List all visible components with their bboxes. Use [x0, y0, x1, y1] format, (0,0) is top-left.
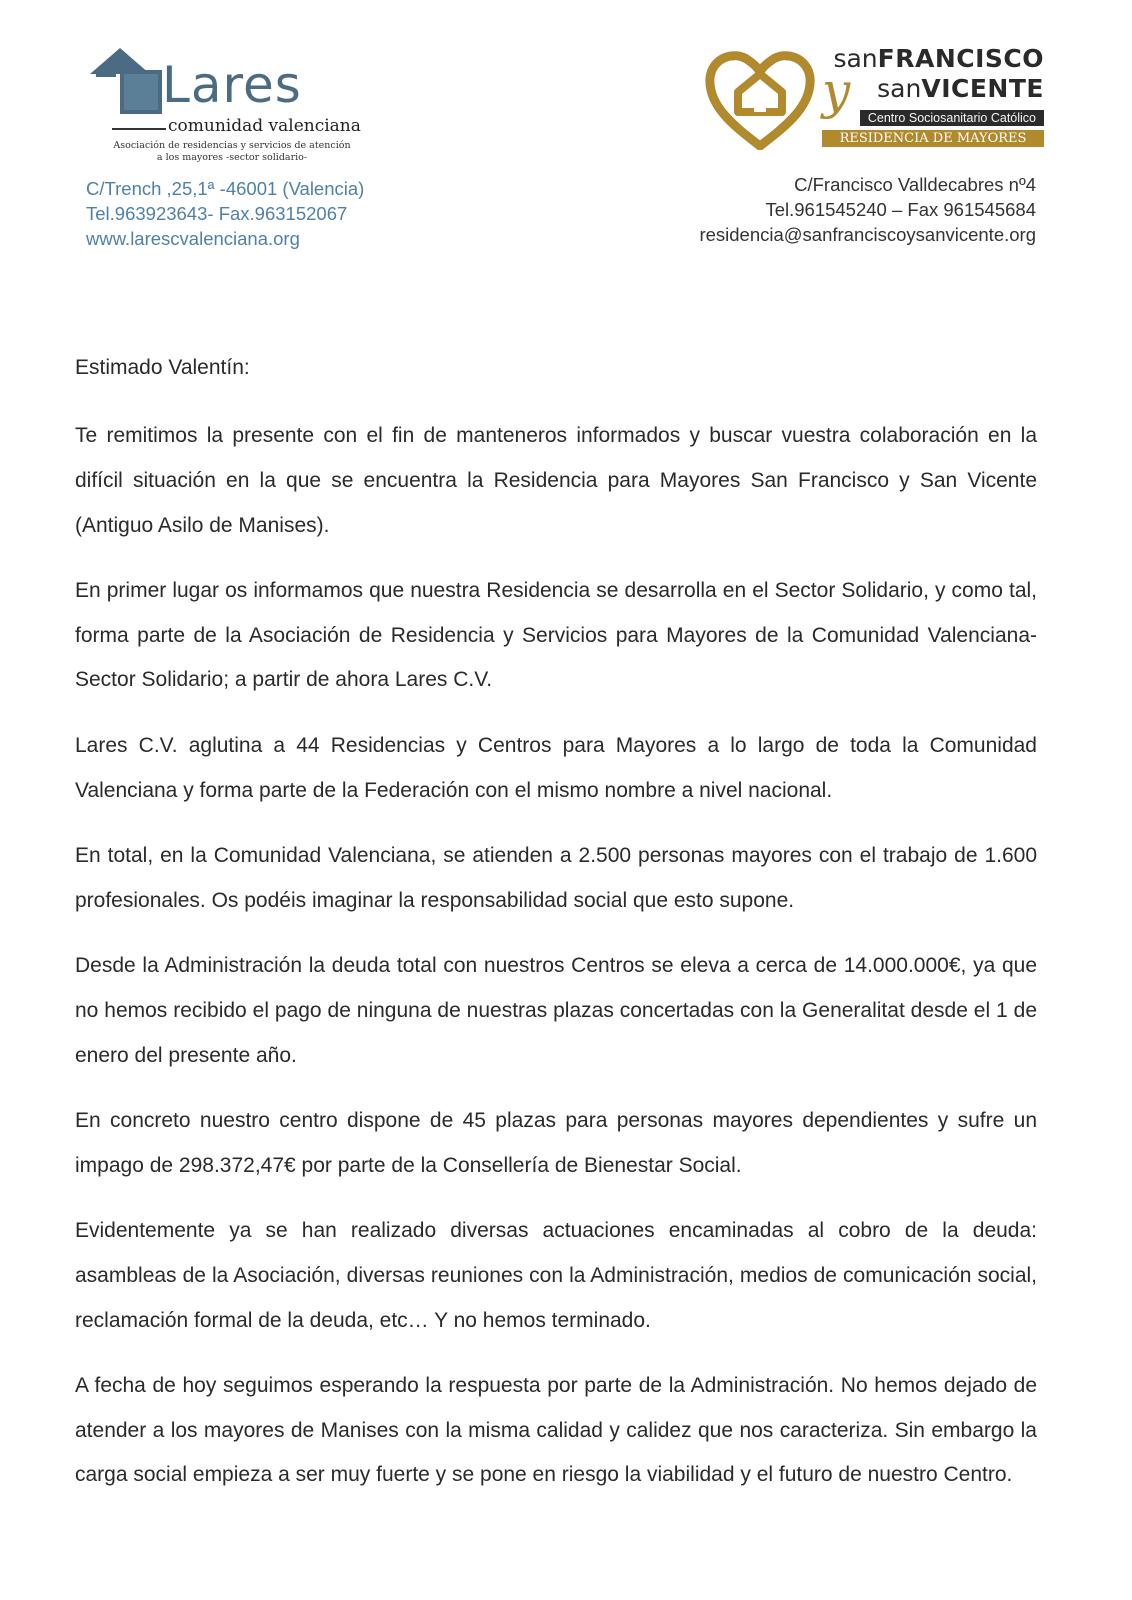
logo-line1-prefix: san	[833, 44, 878, 73]
letter-paragraph: En primer lugar os informamos que nuestra Residencia se desarrolla en el Sector Solidario, y como tal, forma parte de la Asociación de Residencia y Servicios para Mayores de la Comunidad Valenciana-Sector Solidario; a partir de ahora Lares C.V.	[75, 578, 1037, 692]
letter-paragraph: En total, en la Comunidad Valenciana, se atienden a 2.500 personas mayores con el trabajo de 1.600 profesionales. Os podéis imaginar la responsabilidad social que esto supone.	[75, 843, 1037, 912]
logo-line2-name: VICENTE	[921, 74, 1044, 103]
letter-body	[75, 414, 1037, 1519]
residence-logo-bar-mayores: RESIDENCIA DE MAYORES	[822, 130, 1044, 147]
letter-paragraph: Lares C.V. aglutina a 44 Residencias y Centros para Mayores a lo largo de toda la Comunidad Valenciana y forma parte de la Federación con el mismo nombre a nivel nacional.	[75, 733, 1037, 802]
residence-logo-y: y	[822, 62, 851, 120]
lares-logo-tagline: Asociación de residencias y servicios de atención a los mayores -sector solidario-	[113, 140, 351, 163]
letter-greeting: Estimado Valentín:	[75, 356, 250, 379]
lares-logo-subtitle: comunidad valenciana	[168, 116, 361, 136]
lares-contact-block	[86, 176, 364, 251]
lares-logo	[90, 44, 361, 164]
lares-phone-fax: Tel.963923643- Fax.963152067	[86, 203, 348, 224]
residence-logo-text	[822, 44, 1044, 147]
house-icon	[90, 44, 162, 116]
letter-paragraph: Evidentemente ya se han realizado diversas actuaciones encaminadas al cobro de la deuda: asambleas de la Asociación, diversas reuniones con la Administración, medios de comunicación social, reclamación formal de la deuda, etc… Y no hemos terminado.	[75, 1218, 1037, 1332]
lares-logo-name: Lares	[162, 56, 302, 114]
lares-website-link[interactable]: www.larescvalenciana.org	[86, 228, 300, 249]
residence-email-link[interactable]: residencia@sanfranciscoysanvicente.org	[699, 224, 1036, 245]
letter-paragraph: Te remitimos la presente con el fin de manteneros informados y buscar vuestra colaboración en la difícil situación en la que se encuentra la Residencia para Mayores San Francisco y San Vicente (Antiguo Asilo de Manises).	[75, 424, 1037, 537]
residence-contact-block	[699, 172, 1036, 247]
residence-address: C/Francisco Valldecabres nº4	[794, 174, 1036, 195]
residence-phone-fax: Tel.961545240 – Fax 961545684	[765, 199, 1036, 220]
lares-address: C/Trench ,25,1ª -46001 (Valencia)	[86, 178, 365, 199]
residence-logo-line1	[822, 44, 1044, 74]
letter-paragraph: A fecha de hoy seguimos esperando la respuesta por parte de la Administración. No hemos dejado de atender a los mayores de Manises con la misma calidad y calidez que nos caracteriza. Sin embargo la carga social empieza a ser muy fuerte y se pone en riesgo la viabilidad y el futuro de nuestro Centro.	[75, 1373, 1037, 1487]
residence-logo-line2	[822, 74, 1044, 104]
letter-paragraph: En concreto nuestro centro dispone de 45 plazas para personas mayores dependientes y sufre un impago de 298.372,47€ por parte de la Consellería de Bienestar Social.	[75, 1108, 1037, 1177]
residence-logo-bar-catholic: Centro Sociosanitario Católico	[860, 110, 1044, 126]
residence-logo	[704, 44, 1044, 154]
logo-line2-prefix: san	[877, 74, 922, 103]
heart-house-icon	[704, 46, 816, 150]
logo-line1-name: FRANCISCO	[877, 44, 1044, 73]
lares-logo-rule	[112, 128, 166, 130]
letter-paragraph: Desde la Administración la deuda total con nuestros Centros se eleva a cerca de 14.000.000€, ya que no hemos recibido el pago de ninguna de nuestras plazas concertadas con la Generalitat desde el 1 de enero del presente año.	[75, 953, 1037, 1067]
